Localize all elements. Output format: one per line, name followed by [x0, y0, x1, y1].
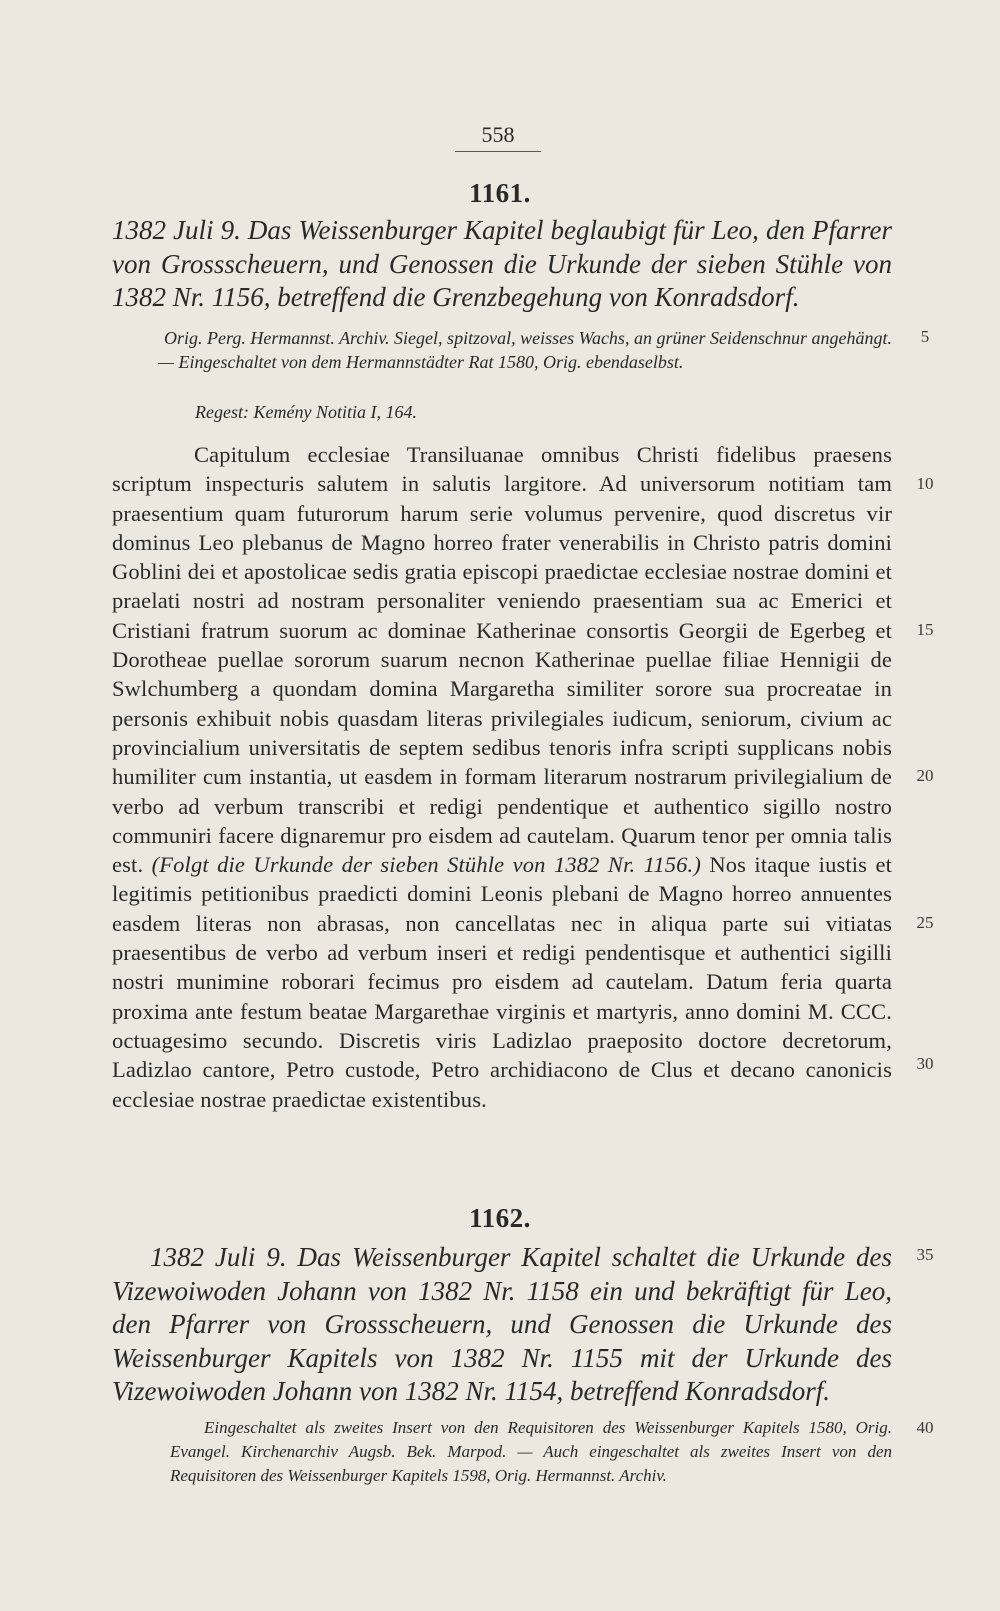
regest-reference-1161: Regest: Kemény Notitia I, 164. [195, 402, 417, 422]
charter-insert-note: (Folgt die Urkunde der sieben Stühle von 1382 Nr. 1156.) [151, 852, 701, 878]
line-number-25: 25 [916, 913, 934, 932]
charter-text-part-2: Nos itaque iustis et legitimis petitionibus praedicti domini Leonis plebani de Magno horreo annuentes easdem literas non abrasas, non cancellatas nec in aliqua parte sui vitiatas praesentibus de verbo ad verbum inseri et redigi pendentisque et authentici sigilli nostri munimine roborari fecimus pro eisdem ad cautelam. Datum feria quarta proxima ante festum beatae Margarethae virginis et martyris, anno domini M. CCC. octuagesimo secundo. Discretis viris Ladizlao praeposito doctore decretorum, Ladizlao cantore, Petro custode, Petro archidiacono de Clus et decano canonicis ecclesiae nostrae praedictae existentibus. [112, 852, 892, 1112]
line-number-5: 5 [920, 327, 930, 346]
line-number-15: 15 [916, 620, 934, 639]
line-number-40: 40 [916, 1418, 934, 1437]
source-note-1162: Eingeschaltet als zweites Insert von den Requisitoren des Weissenburger Kapitels 1580, Orig. Evangel. Kirchenarchiv Augsb. Bek. Marpod. — Auch eingeschaltet als zweites Insert von den Requisitoren des Weissenburger Kapitels 1598, Orig. Hermannst. Archiv. [170, 1418, 892, 1485]
page-number: 558 [455, 122, 541, 152]
line-number-30: 30 [916, 1054, 934, 1073]
source-note-1161: Orig. Perg. Hermannst. Archiv. Siegel, spitzoval, weisses Wachs, an grüner Seidenschnur angehängt. — Eingeschaltet von dem Hermannstädter Rat 1580, Orig. ebendaselbst. [158, 328, 892, 372]
regest-1161: 1382 Juli 9. Das Weissenburger Kapitel beglaubigt für Leo, den Pfarrer von Grossscheuern, und Genossen die Urkunde der sieben Stühle von 1382 Nr. 1156, betreffend die Grenzbegehung von Konradsdorf. [112, 215, 892, 312]
document-number-1162: 1162. [469, 1203, 531, 1233]
charter-text-1161 [112, 440, 892, 1114]
charter-text-part-1: Capitulum ecclesiae Transiluanae omnibus Christi fidelibus praesens scriptum inspecturis salutem in salutis largitore. Ad universorum notitiam tam praesentium quam futurorum harum serie volumus pervenire, quod discretus vir dominus Leo plebanus de Magno horreo frater venerabilis in Christo patris domini Goblini dei et apostolicae sedis gratia episcopi praedictae ecclesiae nostrae domini et praelati nostri ad nostram personaliter veniendo praesentiam sua ac Emerici et Cristiani fratrum suorum ac dominae Katherinae consortis Georgii de Egerbeg et Dorotheae puellae sororum suarum necnon Katherinae puellae filiae Hennigii de Swlchumberg a quondam domina Margaretha similiter sorore sua procreatae in personis exhibuit nobis quasdam literas privilegiales iudicum, seniorum, civium ac provincialium universitatis de septem sedibus tenoris infra scripti supplicans nobis humiliter cum instantia, ut easdem in formam literarum nostrarum privilegialium de verbo ad verbum transcribi et redigi pendentique et authentico sigillo nostro communiri facere dignaremur pro eisdem ad cautelam. Quarum tenor per omnia talis est. [112, 442, 892, 878]
regest-1162: 1382 Juli 9. Das Weissenburger Kapitel schaltet die Urkunde des Vizewoiwoden Johann von 1382 Nr. 1158 ein und bekräftigt für Leo, den Pfarrer von Grossscheuern, und Genossen die Urkunde des Weissenburger Kapitels von 1382 Nr. 1155 mit der Urkunde des Vizewoiwoden Johann von 1382 Nr. 1154, betreffend Konradsdorf. [112, 1242, 892, 1406]
document-number-1161: 1161. [469, 178, 531, 208]
line-number-35: 35 [916, 1245, 934, 1264]
line-number-20: 20 [916, 766, 934, 785]
line-number-10: 10 [916, 474, 934, 493]
